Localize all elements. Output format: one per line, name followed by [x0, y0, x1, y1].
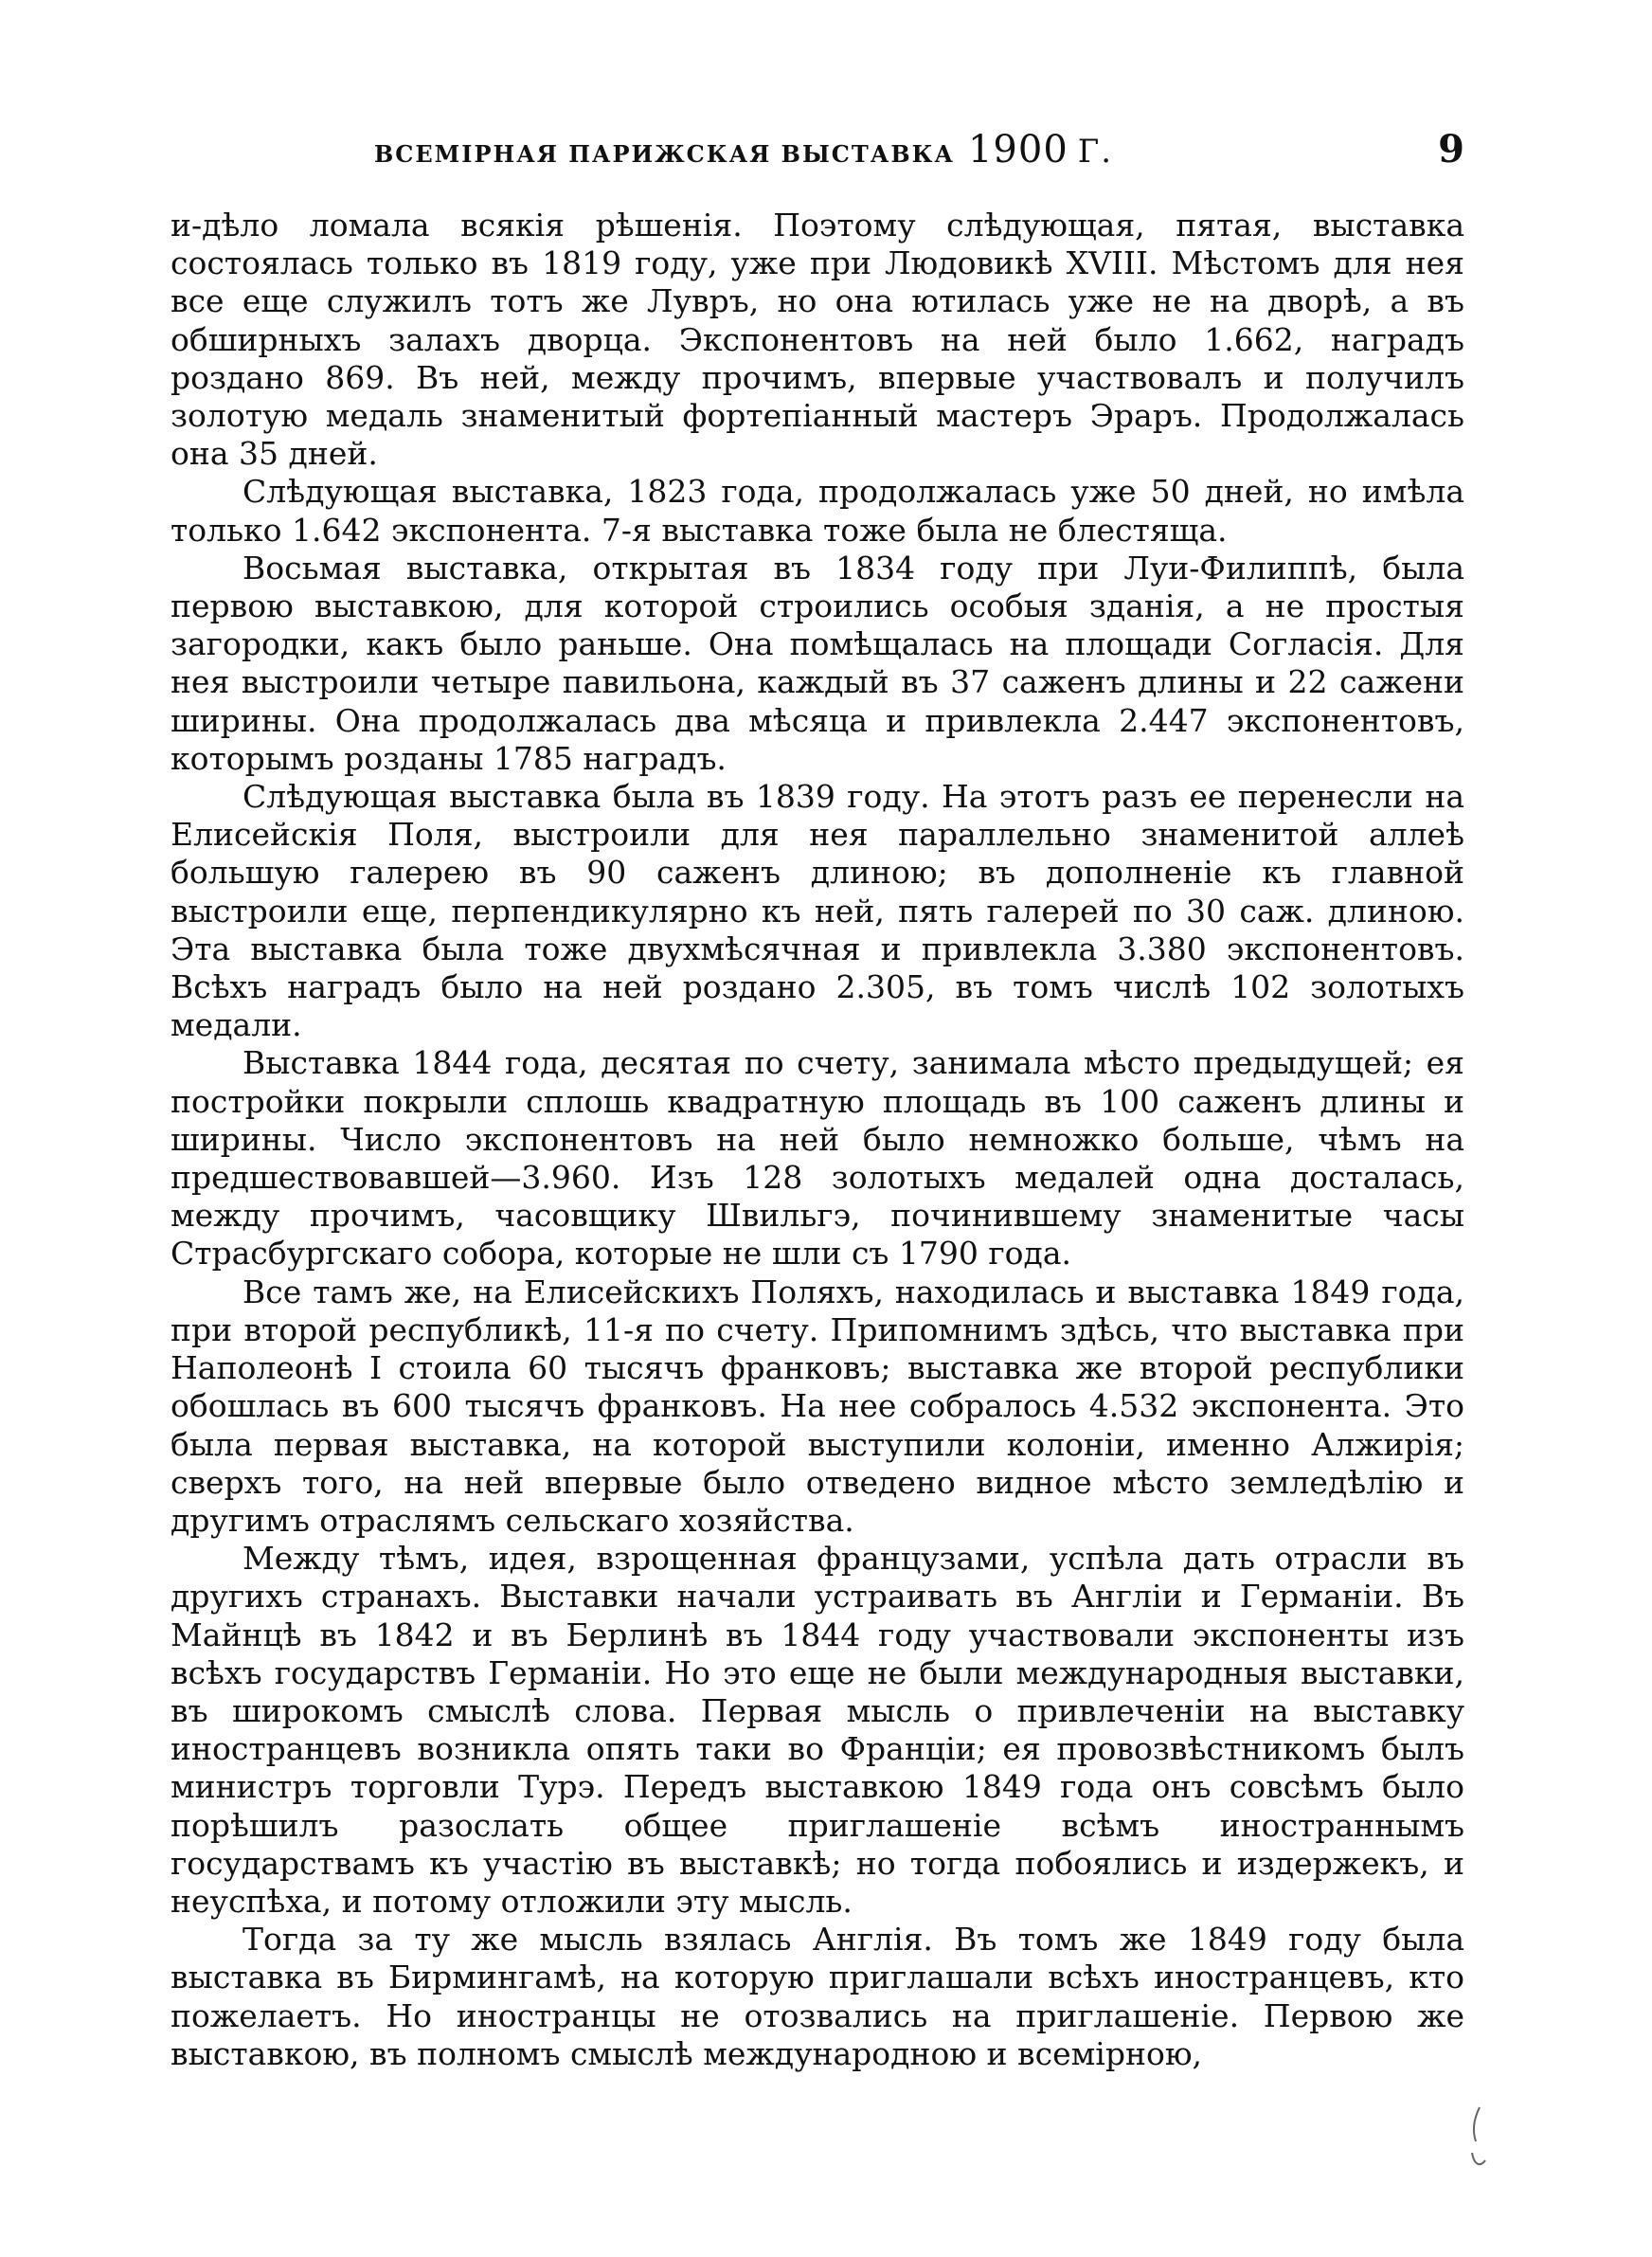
paragraph-3: Восьмая выставка, открытая въ 1834 году при Луи-Филиппѣ, была первою выставкою, для которой строились особыя зданія, а не простыя загородки, какъ было раньше. Она помѣщалась на площади Согласія. Для нея выстроили четыре павильона, каждый въ 37 саженъ длины и 22 сажени ширины. Она продолжалась два мѣсяца и привлекла 2.447 экспонентовъ, которымъ розданы 1785 наградъ. [171, 549, 1464, 777]
body-text [171, 207, 1464, 2073]
page-number: 9 [1438, 127, 1464, 172]
paragraph-6: Все тамъ же, на Елисейскихъ Поляхъ, находилась и выставка 1849 года, при второй республикѣ, 11-я по счету. Припомнимъ здѣсь, что выставка при Наполеонѣ I стоила 60 тысячъ франковъ; выставка же второй республики обошлась въ 600 тысячъ франковъ. На нее собралось 4.532 экспонента. Это была первая выставка, на которой выступили колоніи, именно Алжирія; сверхъ того, на ней впервые было отведено видное мѣсто земледѣлію и другимъ отраслямъ сельскаго хозяйства. [171, 1273, 1464, 1539]
running-title [374, 121, 1113, 183]
paragraph-1: и-дѣло ломала всякія рѣшенія. Поэтому слѣдующая, пятая, выставка состоялась только въ 1819 году, уже при Людовикѣ XVIII. Мѣстомъ для нея все еще служилъ тотъ же Лувръ, но она ютилась уже не на дворѣ, а въ обширныхъ залахъ дворца. Экспонентовъ на ней было 1.662, наградъ роздано 869. Въ ней, между прочимъ, впервые участвовалъ и получилъ золотую медаль знаменитый фортепіанный мастеръ Эраръ. Продолжалась она 35 дней. [171, 207, 1464, 473]
paragraph-2: Слѣдующая выставка, 1823 года, продолжалась уже 50 дней, но имѣла только 1.642 экспонента. 7-я выставка тоже была не блестяща. [171, 473, 1464, 549]
running-header [171, 121, 1464, 178]
running-title-text: ВСЕМІРНАЯ ПАРИЖСКАЯ ВЫСТАВКА [374, 140, 955, 168]
running-title-suffix: Г. [1077, 133, 1114, 171]
running-title-year: 1900 [967, 128, 1068, 172]
paragraph-7: Между тѣмъ, идея, взрощенная французами, успѣла дать отрасли въ другихъ странахъ. Выставки начали устраивать въ Англіи и Германіи. Въ Майнцѣ въ 1842 и въ Берлинѣ въ 1844 году участвовали экспоненты изъ всѣхъ государствъ Германіи. Но это еще не были международныя выставки, въ широкомъ смыслѣ слова. Первая мысль о привлеченіи на выставку иностранцевъ возникла опять таки во Франціи; ея провозвѣстникомъ былъ министръ торговли Турэ. Передъ выставкою 1849 года онъ совсѣмъ было порѣшилъ разослать общее приглашеніе всѣмъ иностраннымъ государствамъ къ участію въ выставкѣ; но тогда побоялись и издержекъ, и неуспѣха, и потому отложили эту мысль. [171, 1540, 1464, 1920]
paragraph-5: Выставка 1844 года, десятая по счету, занимала мѣсто предыдущей; ея постройки покрыли сплошь квадратную площадь въ 100 саженъ длины и ширины. Число экспонентовъ на ней было немножко больше, чѣмъ на предшествовавшей—3.960. Изъ 128 золотыхъ медалей одна досталась, между прочимъ, часовщику Швильгэ, починившему знаменитые часы Страсбургскаго собора, которые не шли съ 1790 года. [171, 1044, 1464, 1273]
paragraph-4: Слѣдующая выставка была въ 1839 году. На этотъ разъ ее перенесли на Елисейскія Поля, выстроили для нея параллельно знаменитой аллеѣ большую галерею въ 90 саженъ длиною; въ дополненіе къ главной выстроили еще, перпендикулярно къ ней, пять галерей по 30 саж. длиною. Эта выставка была тоже двухмѣсячная и привлекла 3.380 экспонентовъ. Всѣхъ наградъ было на ней роздано 2.305, въ томъ числѣ 102 золотыхъ медали. [171, 778, 1464, 1044]
paragraph-8: Тогда за ту же мысль взялась Англія. Въ томъ же 1849 году была выставка въ Бирмингамѣ, на которую приглашали всѣхъ иностранцевъ, кто пожелаетъ. Но иностранцы не отозвались на приглашеніе. Первою же выставкою, въ полномъ смыслѣ международною и всемірною, [171, 1921, 1464, 2072]
margin-pencil-mark [1466, 2104, 1491, 2179]
